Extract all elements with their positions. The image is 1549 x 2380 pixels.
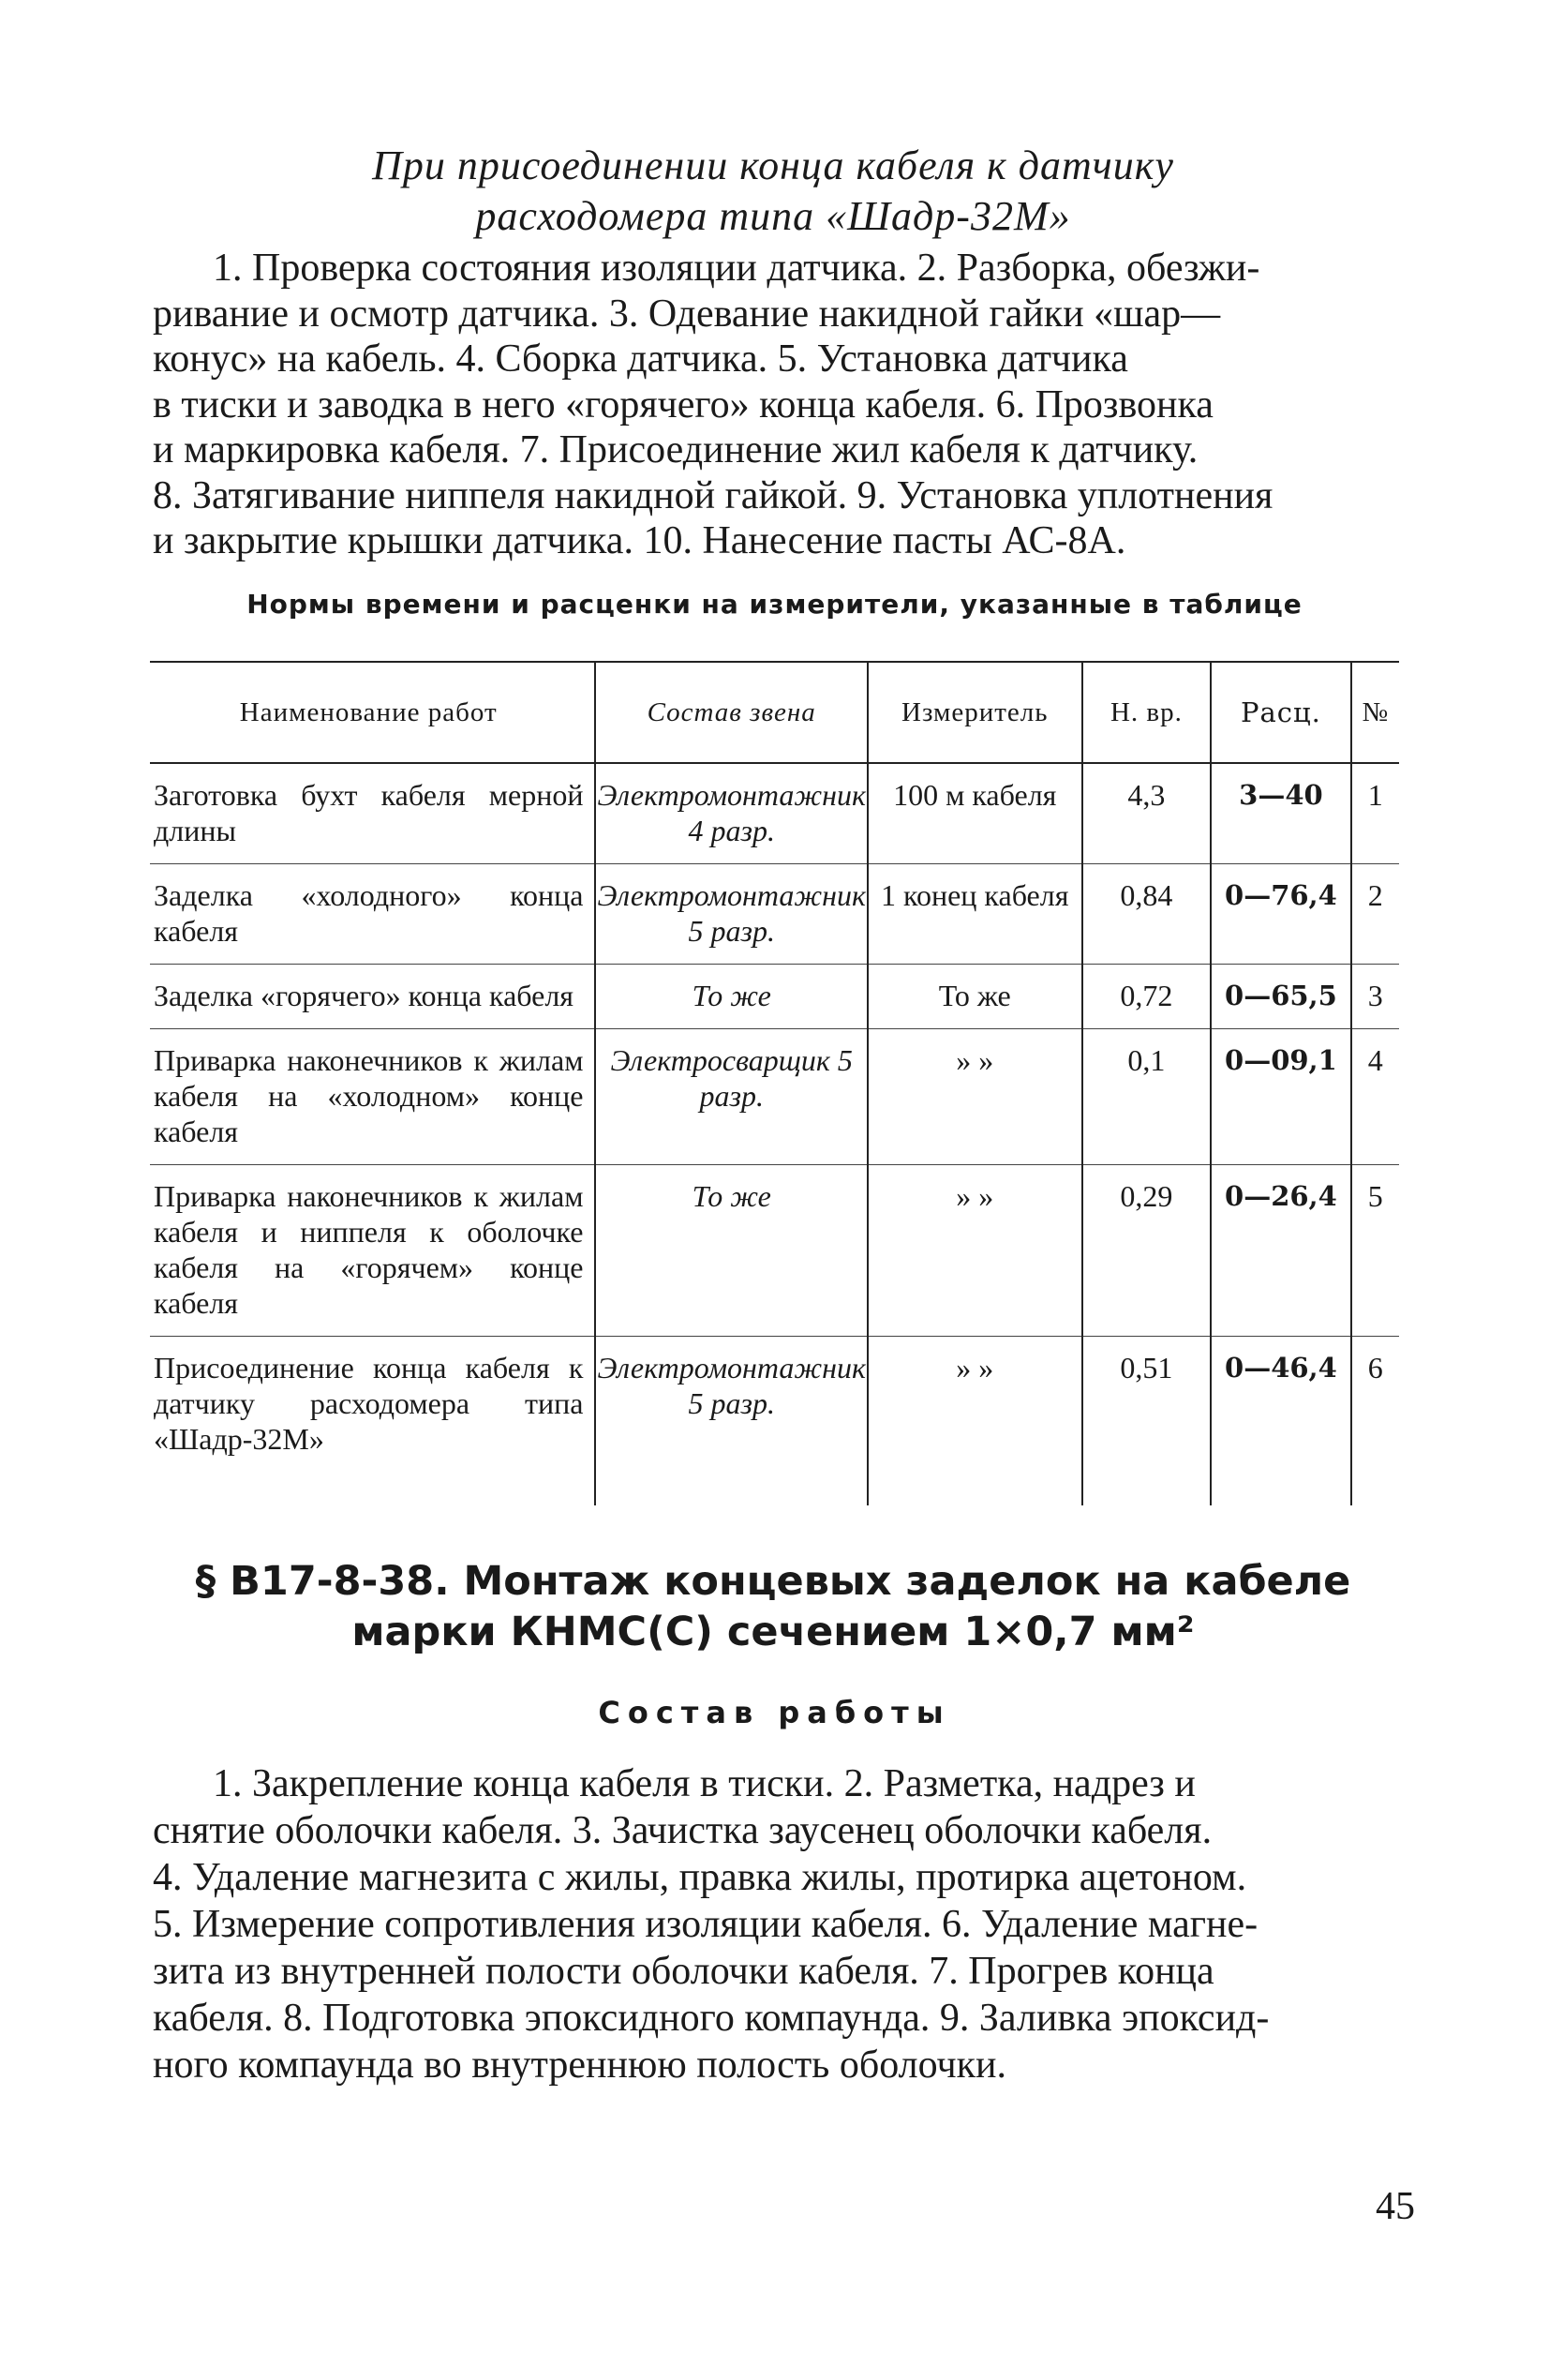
table-row [150,864,1399,965]
table-row [150,1337,1399,1506]
paragraph-line: 1. Проверка состояния изоляции датчика. 2. Разборка, обезжи- [213,247,1260,290]
paragraph-line: и маркировка кабеля. 7. Присоединение жил кабеля к датчику. [153,428,1199,472]
cell-number: 6 [1351,1337,1399,1506]
section-title-line-1: § В17-8-38. Монтаж концевых заделок на кабеле [195,1558,1351,1605]
cell-crew: То же [595,1165,868,1337]
cell-measure: То же [868,965,1082,1029]
cell-measure: » » [868,1029,1082,1165]
table-row [150,965,1399,1029]
table-row [150,1165,1399,1337]
cell-measure: 1 конец кабеля [868,864,1082,965]
cell-rate: 3—40 [1211,763,1350,864]
paragraph-line: 5. Измерение сопротивления изоляции кабеля. 6. Удаление магне- [153,1903,1259,1946]
cell-time-norm: 4,3 [1082,763,1212,864]
cell-name: Присоединение конца кабеля к датчику расходомера типа «Шадр-32М» [154,1351,584,1456]
cell-name: Приварка наконечников к жилам кабеля и ниппеля к оболочке кабеля на «горячем» конце кабеля [150,1165,595,1337]
page-number: 45 [1376,2185,1415,2228]
cell-crew: То же [595,965,868,1029]
paragraph-line: 8. Затягивание ниппеля накидной гайкой. 9. Установка уплотнения [153,473,1273,517]
paragraph-line: в тиски и заводка в него «горячего» конца кабеля. 6. Прозвонка [153,382,1214,427]
cell-number: 5 [1351,1165,1399,1337]
header-crew: Состав звена [595,662,868,763]
subtitle-line-1: При присоединении конца кабеля к датчику [372,142,1174,188]
cell-measure: » » [868,1337,1082,1506]
cell-crew: Электромонтажник 4 разр. [595,763,868,864]
header-rate: Расц. [1211,662,1350,763]
norms-table [150,661,1399,1505]
paragraph-line: 4. Удаление магнезита с жилы, правка жилы, протирка ацетоном. [153,1856,1247,1899]
cell-rate: 0—46,4 [1211,1337,1350,1506]
cell-time-norm: 0,84 [1082,864,1212,965]
cell-crew: Электромонтажник 5 разр. [595,864,868,965]
cell-name: Заготовка бухт кабеля мерной длины [150,763,595,864]
paragraph-line: кабеля. 8. Подготовка эпоксидного компаунда. 9. Заливка эпоксид- [153,1997,1270,2040]
cell-number: 1 [1351,763,1399,864]
work-composition-heading: Состав работы [598,1695,951,1730]
cell-rate: 0—76,4 [1211,864,1350,965]
paragraph-line: ривание и осмотр датчика. 3. Одевание накидной гайки «шар— [153,292,1221,336]
paragraph-line: ного компаунда во внутреннюю полость оболочки. [153,2043,1007,2087]
cell-measure: » » [868,1165,1082,1337]
paragraph-line: 1. Закрепление конца кабеля в тиски. 2. Разметка, надрез и [213,1762,1196,1805]
section-title-line-2: марки КНМС(С) сечением 1×0,7 мм² [351,1609,1195,1655]
section-title [187,1556,1359,1657]
paragraph-line: конус» на кабель. 4. Сборка датчика. 5. Установка датчика [153,337,1128,381]
cell-crew: Электромонтажник 5 разр. [595,1337,868,1506]
header-number: № [1351,662,1399,763]
paragraph-line: и закрытие крышки датчика. 10. Нанесение пасты АС-8А. [153,519,1126,562]
cell-crew: Электросварщик 5 разр. [595,1029,868,1165]
paragraph-line: зита из внутренней полости оболочки кабеля. 7. Прогрев конца [153,1950,1214,1993]
subtitle-line-2: расходомера типа «Шадр-32М» [475,193,1071,239]
table-row [150,1029,1399,1165]
table-row [150,763,1399,864]
header-measure: Измеритель [868,662,1082,763]
cell-number: 2 [1351,864,1399,965]
cell-time-norm: 0,72 [1082,965,1212,1029]
header-name: Наименование работ [150,662,595,763]
header-time-norm: Н. вр. [1082,662,1212,763]
cell-time-norm: 0,29 [1082,1165,1212,1337]
table-heading: Нормы времени и расценки на измерители, указанные в таблице [246,589,1303,620]
cell-time-norm: 0,1 [1082,1029,1212,1165]
work-steps-paragraph [153,246,1408,564]
cell-time-norm: 0,51 [1082,1337,1212,1506]
cell-rate: 0—65,5 [1211,965,1350,1029]
cell-number: 4 [1351,1029,1399,1165]
cell-rate: 0—26,4 [1211,1165,1350,1337]
subtitle [150,141,1396,242]
work-composition-paragraph [153,1760,1408,2088]
table-header-row [150,662,1399,763]
cell-name: Заделка «холодного» конца кабеля [150,864,595,965]
cell-rate: 0—09,1 [1211,1029,1350,1165]
cell-name: Приварка наконечников к жилам кабеля на «холодном» конце кабеля [150,1029,595,1165]
cell-name: Заделка «горячего» конца кабеля [150,965,595,1029]
paragraph-line: снятие оболочки кабеля. 3. Зачистка заусенец оболочки кабеля. [153,1809,1213,1852]
cell-number: 3 [1351,965,1399,1029]
cell-measure: 100 м кабеля [868,763,1082,864]
